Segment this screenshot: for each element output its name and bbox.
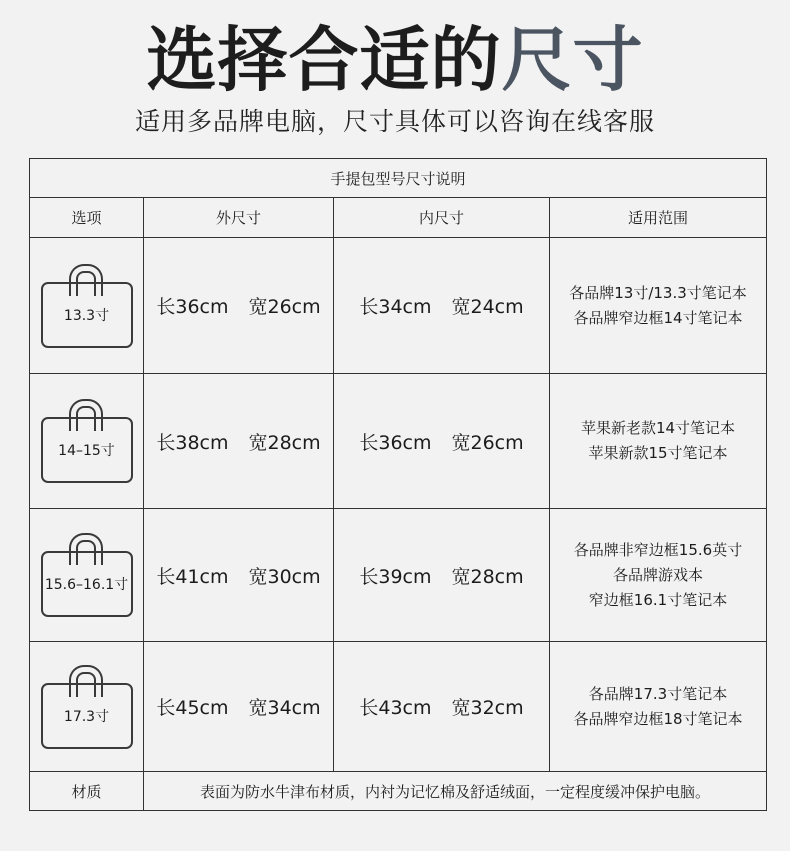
usage-line: 各品牌游戏本: [613, 565, 704, 584]
material-label: 材质: [30, 772, 144, 811]
inner-width: 宽32cm: [451, 697, 524, 719]
laptop-bag-icon: [41, 533, 133, 617]
outer-length: 长36cm: [156, 296, 229, 318]
usage-cell: [550, 509, 767, 642]
material-description: 表面为防水牛津布材质，内衬为记忆棉及舒适绒面，一定程度缓冲保护电脑。: [144, 772, 767, 811]
material-row: [30, 772, 767, 811]
title-main: 选择合适的: [146, 19, 502, 101]
table-row: [30, 238, 767, 374]
inner-size-cell: [334, 642, 550, 772]
table-row: [30, 509, 767, 642]
inner-size-cell: [334, 509, 550, 642]
usage-line: 各品牌非窄边框15.6英寸: [573, 540, 743, 559]
outer-size-cell: [144, 509, 334, 642]
outer-length: 长45cm: [156, 697, 229, 719]
column-header-inner-size: 内尺寸: [334, 198, 550, 238]
usage-line: 各品牌17.3寸笔记本: [588, 684, 728, 703]
inner-size-cell: [334, 238, 550, 374]
outer-size-cell: [144, 238, 334, 374]
outer-length: 长38cm: [156, 431, 229, 454]
laptop-bag-icon: [41, 399, 133, 483]
table-header-row: [30, 198, 767, 238]
column-header-outer-size: 外尺寸: [144, 198, 334, 238]
usage-cell: [550, 374, 767, 509]
outer-width: 宽26cm: [248, 296, 321, 318]
outer-size-cell: [144, 642, 334, 772]
option-cell: [30, 374, 144, 509]
usage-line: 各品牌13寸/13.3寸笔记本: [569, 283, 747, 302]
page-title: [0, 18, 790, 102]
subtitle: 适用多品牌电脑，尺寸具体可以咨询在线客服: [134, 107, 655, 136]
usage-line: 各品牌窄边框14寸笔记本: [573, 308, 743, 327]
outer-width: 宽28cm: [248, 431, 321, 454]
bag-size-label: 15.6–16.1寸: [41, 551, 133, 617]
bag-size-label: 13.3寸: [41, 282, 133, 348]
size-spec-table: [29, 158, 767, 811]
inner-length: 长34cm: [359, 296, 432, 318]
outer-length: 长41cm: [156, 565, 229, 588]
inner-width: 宽24cm: [451, 296, 524, 318]
option-cell: [30, 509, 144, 642]
inner-width: 宽26cm: [451, 431, 524, 454]
usage-line: 苹果新老款14寸笔记本: [580, 419, 736, 437]
usage-line: 各品牌窄边框18寸笔记本: [573, 709, 743, 728]
column-header-usage: 适用范围: [550, 198, 767, 238]
inner-size-cell: [334, 374, 550, 509]
bag-size-label: 17.3寸: [41, 683, 133, 749]
inner-length: 长39cm: [359, 565, 432, 588]
option-cell: [30, 238, 144, 374]
laptop-bag-icon: [41, 665, 133, 749]
inner-length: 长36cm: [359, 431, 432, 454]
usage-cell: [550, 238, 767, 374]
option-cell: [30, 642, 144, 772]
table-row: [30, 374, 767, 509]
outer-size-cell: [144, 374, 334, 509]
outer-width: 宽34cm: [248, 697, 321, 719]
bag-size-label: 14–15寸: [41, 417, 133, 483]
table-caption: 手提包型号尺寸说明: [30, 159, 767, 198]
column-header-option: 选项: [30, 198, 144, 238]
title-highlight: 尺寸: [501, 19, 644, 101]
table-row: [30, 642, 767, 772]
inner-length: 长43cm: [359, 697, 432, 719]
outer-width: 宽30cm: [248, 565, 321, 588]
usage-line: 窄边框16.1寸笔记本: [588, 590, 728, 609]
usage-cell: [550, 642, 767, 772]
inner-width: 宽28cm: [451, 565, 524, 588]
laptop-bag-icon: [41, 264, 133, 348]
usage-line: 苹果新款15寸笔记本: [588, 444, 728, 462]
